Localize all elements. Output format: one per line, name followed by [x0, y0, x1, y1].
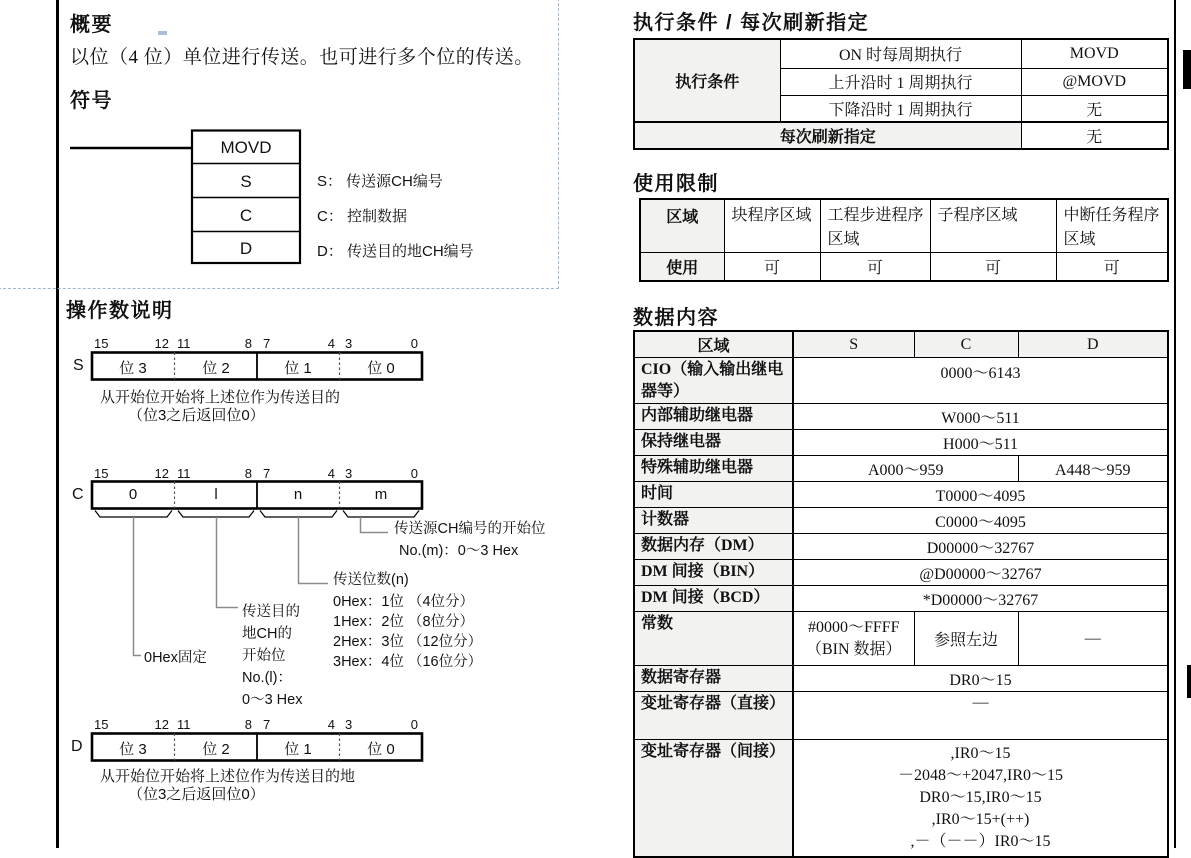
table-row	[634, 692, 1168, 740]
row-value-sc: A000～959	[793, 456, 1018, 482]
d-note-2: （位3之后返回位0）	[128, 786, 265, 803]
legend-c: C： 控制数据	[317, 208, 408, 225]
s-note-2: （位3之后返回位0）	[128, 407, 265, 424]
s-cell: 位 1	[284, 360, 312, 377]
usage-area: 块程序区域	[724, 199, 820, 253]
operand-heading: 操作数说明	[66, 300, 174, 322]
s-cell: 位 0	[367, 360, 395, 377]
table-row	[634, 612, 1168, 666]
table-row	[634, 740, 1168, 857]
table-row	[640, 199, 1168, 253]
d-cell: 位 2	[202, 741, 230, 758]
row-label: CIO（输入输出继电器等）	[634, 358, 793, 404]
bit-number: 11	[177, 336, 191, 351]
bit-number: 15	[94, 717, 109, 732]
table-row	[634, 430, 1168, 456]
exec-condition-label: ON 时每周期执行	[780, 39, 1021, 68]
table-row	[634, 482, 1168, 508]
bit-number: 3	[345, 336, 353, 351]
c-anno-n-item: 0Hex：1位 （4位分）	[333, 594, 475, 610]
symbol-operand-d: D	[239, 239, 253, 258]
row-label: 计数器	[634, 508, 793, 534]
row-label: 特殊辅助继电器	[634, 456, 793, 482]
bit-number: 12	[154, 336, 169, 351]
refresh-value: 无	[1021, 122, 1168, 149]
bit-number: 15	[94, 466, 109, 481]
exec-condition-value: MOVD	[1021, 39, 1168, 68]
const-value-line2: （BIN 数据）	[805, 640, 902, 658]
bit-number: 8	[244, 336, 252, 351]
bit-number: 7	[263, 717, 271, 732]
ir-indirect-line: －2048～+2047,IR0～15	[897, 766, 1064, 784]
symbol-operand-s: S	[240, 172, 252, 191]
d-cell: 位 0	[367, 741, 395, 758]
row-value-multiline	[793, 740, 1168, 857]
row-value: C0000～4095	[793, 508, 1168, 534]
d-note-1: 从开始位开始将上述位作为传送目的地	[100, 768, 356, 785]
bit-number: 12	[154, 717, 169, 732]
bit-number: 3	[345, 717, 353, 732]
bit-number: 4	[327, 466, 335, 481]
row-value: W000～511	[793, 404, 1168, 430]
table-row	[634, 456, 1168, 482]
bit-number: 8	[244, 717, 252, 732]
table-row	[634, 534, 1168, 560]
c-anno-m-line2: No.(m)：0～3 Hex	[399, 543, 519, 559]
c-anno-l-line: 0～3 Hex	[242, 692, 303, 708]
usage-row-label: 使用	[640, 253, 724, 281]
col-header-area: 区域	[634, 331, 793, 358]
row-label: 数据寄存器	[634, 666, 793, 692]
row-value: 0000～6143	[793, 358, 1168, 404]
usage-heading: 使用限制	[633, 173, 719, 195]
usage-value: 可	[1056, 253, 1168, 281]
overview-heading: 概要	[70, 14, 113, 36]
overview-text: 以位（4 位）单位进行传送。也可进行多个位的传送。	[70, 47, 534, 68]
table-row	[634, 560, 1168, 586]
usage-value: 可	[930, 253, 1056, 281]
exec-heading: 执行条件 / 每次刷新指定	[633, 12, 870, 34]
c-cell: 0	[128, 486, 138, 503]
row-value-c: 参照左边	[914, 612, 1018, 666]
exec-condition-label: 下降沿时 1 周期执行	[780, 95, 1021, 122]
s-cell: 位 2	[202, 360, 230, 377]
table-row	[634, 122, 1168, 149]
table-row	[634, 358, 1168, 404]
data-heading: 数据内容	[633, 307, 719, 329]
d-cell: 位 1	[284, 741, 312, 758]
exec-row-header: 执行条件	[634, 39, 780, 122]
usage-area: 中断任务程序区域	[1056, 199, 1168, 253]
legend-d: D： 传送目的地CH编号	[317, 243, 474, 260]
row-label: 保持继电器	[634, 430, 793, 456]
row-label: 变址寄存器（直接）	[634, 692, 793, 740]
usage-value: 可	[724, 253, 820, 281]
ir-indirect-line: ,－（－－）IR0～15	[910, 832, 1051, 850]
s-note-1: 从开始位开始将上述位作为传送目的	[100, 389, 341, 406]
c-anno-l-line: 开始位	[242, 648, 286, 664]
c-anno-l-line: 传送目的	[242, 604, 300, 620]
exec-condition-label: 上升沿时 1 周期执行	[780, 68, 1021, 95]
col-header-d: D	[1018, 331, 1168, 358]
bit-number: 12	[154, 466, 169, 481]
usage-area: 子程序区域	[930, 199, 1056, 253]
col-header-s: S	[793, 331, 914, 358]
row-label: DM 间接（BCD）	[634, 586, 793, 612]
row-value-d: —	[1018, 612, 1168, 666]
c-diagram-label: C	[72, 486, 84, 503]
c-cell: m	[374, 486, 388, 503]
ir-indirect-line: DR0～15,IR0～15	[919, 788, 1042, 806]
usage-corner: 区域	[640, 199, 724, 253]
table-row	[634, 666, 1168, 692]
c-cell: n	[293, 486, 303, 503]
usage-value: 可	[820, 253, 930, 281]
ir-indirect-line: ,IR0～15	[950, 744, 1011, 762]
bit-number: 4	[327, 336, 335, 351]
table-row	[634, 404, 1168, 430]
usage-limit-table	[639, 198, 1169, 282]
table-row	[640, 253, 1168, 281]
row-value-d: A448～959	[1018, 456, 1168, 482]
bit-number: 0	[410, 336, 418, 351]
bit-number: 8	[244, 466, 252, 481]
row-value: —	[793, 692, 1168, 740]
c-anno-zero: 0Hex固定	[144, 650, 207, 666]
bit-number: 11	[177, 466, 191, 481]
bit-number: 7	[263, 336, 271, 351]
table-header-row	[634, 331, 1168, 358]
row-value: @D00000～32767	[793, 560, 1168, 586]
row-label: DM 间接（BIN）	[634, 560, 793, 586]
legend-s: S： 传送源CH编号	[317, 173, 443, 190]
refresh-label: 每次刷新指定	[634, 122, 1021, 149]
exec-condition-value: @MOVD	[1021, 68, 1168, 95]
symbol-mnemonic: MOVD	[220, 138, 272, 157]
row-label: 变址寄存器（间接）	[634, 740, 793, 857]
exec-condition-table	[633, 38, 1169, 150]
bit-number: 4	[327, 717, 335, 732]
usage-area: 工程步进程序区域	[820, 199, 930, 253]
row-label: 常数	[634, 612, 793, 666]
row-value: T0000～4095	[793, 482, 1168, 508]
c-anno-m-line1: 传送源CH编号的开始位	[394, 521, 546, 537]
bit-number: 15	[94, 336, 109, 351]
d-diagram-label: D	[71, 738, 83, 755]
c-cell: l	[214, 486, 218, 503]
row-value: D00000～32767	[793, 534, 1168, 560]
c-anno-n-item: 3Hex：4位 （16位分）	[333, 654, 483, 670]
row-label: 数据内存（DM）	[634, 534, 793, 560]
symbol-operand-c: C	[239, 206, 253, 225]
row-value: *D00000～32767	[793, 586, 1168, 612]
table-row	[634, 508, 1168, 534]
bit-number: 0	[410, 466, 418, 481]
c-anno-n-item: 1Hex：2位 （8位分）	[333, 614, 475, 630]
s-diagram-label: S	[73, 357, 84, 374]
d-cell: 位 3	[119, 741, 147, 758]
col-header-c: C	[914, 331, 1018, 358]
data-content-table	[633, 330, 1169, 858]
row-value-s	[793, 612, 914, 666]
s-cell: 位 3	[119, 360, 147, 377]
c-anno-n-title: 传送位数(n)	[333, 572, 409, 588]
exec-condition-value: 无	[1021, 95, 1168, 122]
table-row	[634, 39, 1168, 68]
row-value: DR0～15	[793, 666, 1168, 692]
table-row	[634, 586, 1168, 612]
bit-number: 11	[177, 717, 191, 732]
c-anno-n-item: 2Hex：3位 （12位分）	[333, 634, 483, 650]
row-value: H000～511	[793, 430, 1168, 456]
symbol-heading: 符号	[70, 90, 113, 112]
row-label: 时间	[634, 482, 793, 508]
ir-indirect-line: ,IR0～15+(++)	[931, 810, 1030, 828]
row-label: 内部辅助继电器	[634, 404, 793, 430]
bit-number: 0	[410, 717, 418, 732]
c-anno-l-line: No.(l)：	[242, 670, 292, 686]
c-anno-l-line: 地CH的	[242, 626, 292, 642]
bit-number: 7	[263, 466, 271, 481]
const-value-line1: #0000～FFFF	[807, 618, 900, 636]
bit-number: 3	[345, 466, 353, 481]
